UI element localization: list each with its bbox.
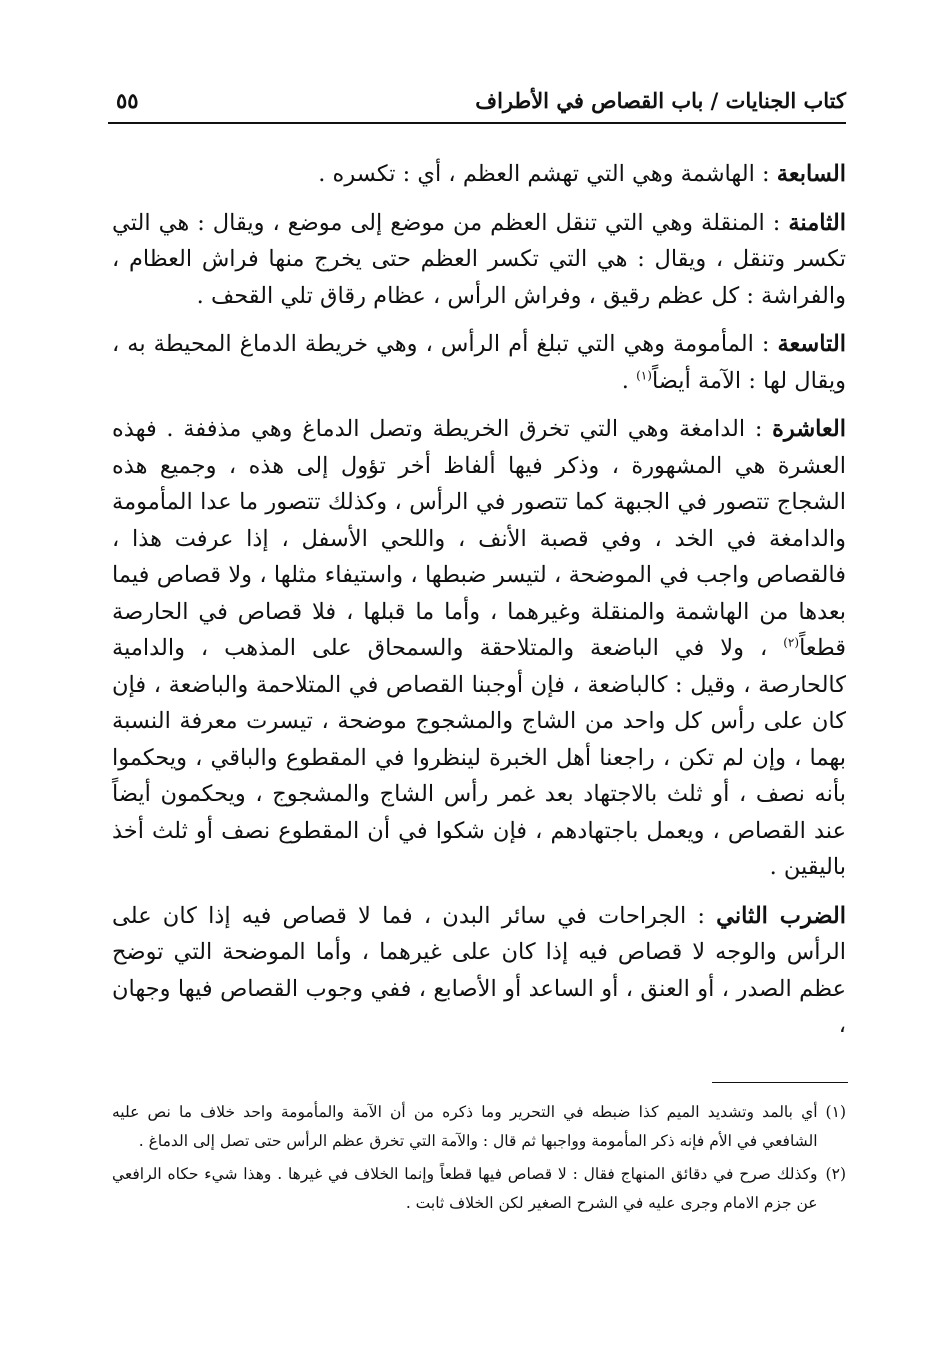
paragraph-body: : المأمومة وهي التي تبلغ أم الرأس ، وهي خريطة الدماغ المحيطة به ، ويقال لها : الآمة أيضاً [112,331,846,394]
paragraph-lead: العاشرة [772,416,846,442]
paragraph-body: : الجراحات في سائر البدن ، فما لا قصاص فيه إذا كان على الرأس والوجه لا قصاص فيه إذا كان على غيرهما ، وأما الموضحة التي توضح عظم الصدر ، أو العنق ، أو الساعد أو الأصابع ، ففي وجوب القصاص فيها وجهان ، [112,902,846,1038]
paragraph-body: : الدامغة وهي التي تخرق الخريطة وتصل الدماغ وهي مذففة . فهذه العشرة هي المشهورة ، وذكر فيها ألفاظ أخر تؤول إلى هذه ، وجميع هذه الشجاج تتصور في الجبهة كما تتصور في الرأس ، وكذلك تتصور ما عدا المأمومة والدامغة في الخد ، وفي قصبة الأنف ، واللحي الأسفل ، إذا عرفت هذا ، فالقصاص واجب في الموضحة ، لتيسر ضبطها ، واستيفاء مثلها ، ولا قصاص فيما بعدها من الهاشمة والمنقلة وغيرهما ، وأما ما قبلها ، فلا قصاص في الحارصة قطعاً [112,416,846,661]
footnote-text: وكذلك صرح في دقائق المنهاج فقال : لا قصاص فيها قطعاً وإنما الخلاف في غيرها . وهذا شيء حكاه الرافعي عن جزم الامام وجرى عليه في الشرح الصغير لكن الخلاف ثابت . [112,1165,818,1212]
footnote-reference-1[interactable]: (١) [636,368,652,382]
paragraph-lead: السابعة [776,161,846,187]
page-number: ٥٥ [116,88,139,113]
running-header [108,82,846,124]
footnotes [112,1098,846,1222]
footnote-reference-2[interactable]: (٢) [783,635,800,650]
paragraph-seventh [112,156,846,193]
paragraph-second-type [112,898,846,1044]
paragraph-body: : الهاشمة وهي التي تهشم العظم ، أي : تكسره . [318,161,777,187]
paragraph-tenth [112,411,846,886]
paragraph-body: : المنقلة وهي التي تنقل العظم من موضع إلى موضع ، ويقال : هي التي تكسر وتنقل ، ويقال : هي التي تكسر العظم حتى يخرج منها فراش العظام ، والفراشة : كل عظم رقيق ، وفراش الرأس ، عظام رقاق تلي القحف . [112,209,846,309]
paragraph-lead: التاسعة [777,331,846,357]
paragraph-lead: الضرب الثاني [716,902,846,929]
footnote-1 [112,1098,846,1156]
paragraph-ninth [112,326,846,399]
chapter-title: كتاب الجنايات / باب القصاص في الأطراف [475,88,846,113]
paragraph-lead: الثامنة [788,209,846,236]
paragraph-tail: ، ولا في الباضعة والمتلاحقة والسمحاق على المذهب ، والدامية كالحارصة ، وقيل : كالباضعة ، فإن أوجبنا القصاص في المتلاحمة والباضعة ، فإن كان على رأس كل واحد من الشاج والمشجوج موضحة ، تيسرت معرفة النسبة بهما ، وإن لم تكن ، راجعنا أهل الخبرة لينظروا في المقطوع والباقي ، ويحكموا بأنه نصف ، أو ثلث بالاجتهاد بعد غمر رأس الشاج والمشجوج ، ويحكمون أيضاً عند القصاص ، ويعمل باجتهادهم ، فإن شكوا في أن المقطوع نصف أو ثلث أخذ باليقين . [112,635,846,880]
main-text [112,156,846,1056]
paragraph-tail: . [621,367,637,394]
footnote-number: (٢) [825,1165,846,1183]
footnote-number: (١) [825,1103,846,1121]
footnote-divider [712,1082,848,1083]
footnote-text: أي بالمد وتشديد الميم كذا ضبطه في التحرير وما ذكره من أن الآمة والمأمومة واحد خلاف ما نص عليه الشافعي في الأم فإنه ذكر المأمومة وواجبها ثم قال : والآمة التي تخرق عظم الرأس حتى تصل إلى الدماغ . [112,1103,818,1150]
footnote-2 [112,1160,846,1218]
paragraph-eighth [112,205,846,315]
